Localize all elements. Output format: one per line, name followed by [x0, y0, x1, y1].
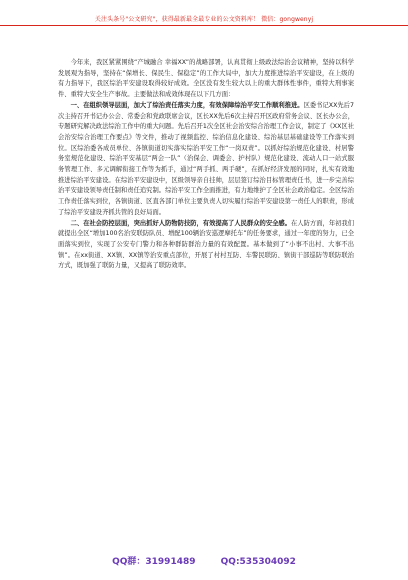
footer-contact	[0, 554, 408, 567]
section-two-paragraph	[58, 219, 354, 273]
section-one-text: 区委书记XX先后7次主持召开书记办公会、常委会和党政联席会议，区长XX先后6次主持召开区政府常务会议、区长办公会，专题研究解决政法综治工作中的重大问题。先后召开1次全区社会治安综合治理工作会议，制定了《XX区社会治安综合治理工作要点》等文件，推动了视频监控、综治信息化建设、综治基层基础建设等工作落实到位。区综治委各成员单位、各镇街道切实落实综治平安工作“一岗双责”。以抓好综治规范化建设、村居警务室规范化建设、综治平安基层“两会一队”（治保会、调委会、护村队）规范化建设、流动人口一站式服务管理工作、多元调解衔接工作等为抓手，通过“两手抓、两手硬”，在抓好经济发展的同时，扎实有效地推进综治平安建设。在综治平安建设中，区级领导亲自挂帅，层层签订综治目标管理责任书，进一步完善综治平安建设领导责任制和责任追究制。综治平安工作全面推进，有力地维护了全区社会政治稳定。全区综治工作责任落实到位，各镇街道、区直各部门单位主要负责人切实履行综治平安建设第一责任人的职责，形成了综治平安建设齐抓共管的良好局面。	[58, 101, 354, 216]
footer-qq-group: QQ群：31991489	[112, 557, 196, 567]
intro-paragraph	[58, 58, 354, 101]
section-two-text: 在人防方面，年初我们就提出全区“增加100名治安联防队员、增配100辆治安巡逻摩托车”的任务要求，通过一年度的努力，已全面落实到位，实现了公安专门警力和各种群防群治力量的有效配置。基本做到了“小事不出村、大事不出镇”。在xx街道、XX镇、XX镇等治安重点部位，开展了村村互防、车警民联防、镇街干部巡防等联防联治方式，既加强了联防力量，又提高了联防效率。	[58, 219, 355, 270]
header-banner: 关注头条号"公文研究"，获得最新最全最专业的公文资料库！ 微信：gongwenyj	[0, 14, 408, 26]
intro-text: 今年来，我区紧紧围绕“产城融合 幸福XX”的战略部署，认真贯彻上级政法综治会议精神，坚持以科学发展观为指导，坚持在“保增长、保民生、保稳定”的工作大局中，加大力度推进综治平安建设，在上级的有力指导下，我区综治平安建设取得较好成效。全区没有发生较大以上的重大群体性事件，重特大刑事案件、重特大安全生产事故。主要做法和成效体现在以下几方面：	[58, 59, 354, 99]
footer-qq: QQ:535304092	[220, 557, 296, 567]
section-one-heading: 一、在组织领导层面，加大了综治责任落实力度，有效保障综治平安工作顺利推进。	[70, 101, 304, 109]
section-two-heading: 二、在社会防控层面，突出抓好人防物防技防，有效提高了人民群众的安全感。	[70, 219, 292, 227]
section-one-paragraph	[58, 101, 354, 219]
document-body	[58, 58, 354, 272]
